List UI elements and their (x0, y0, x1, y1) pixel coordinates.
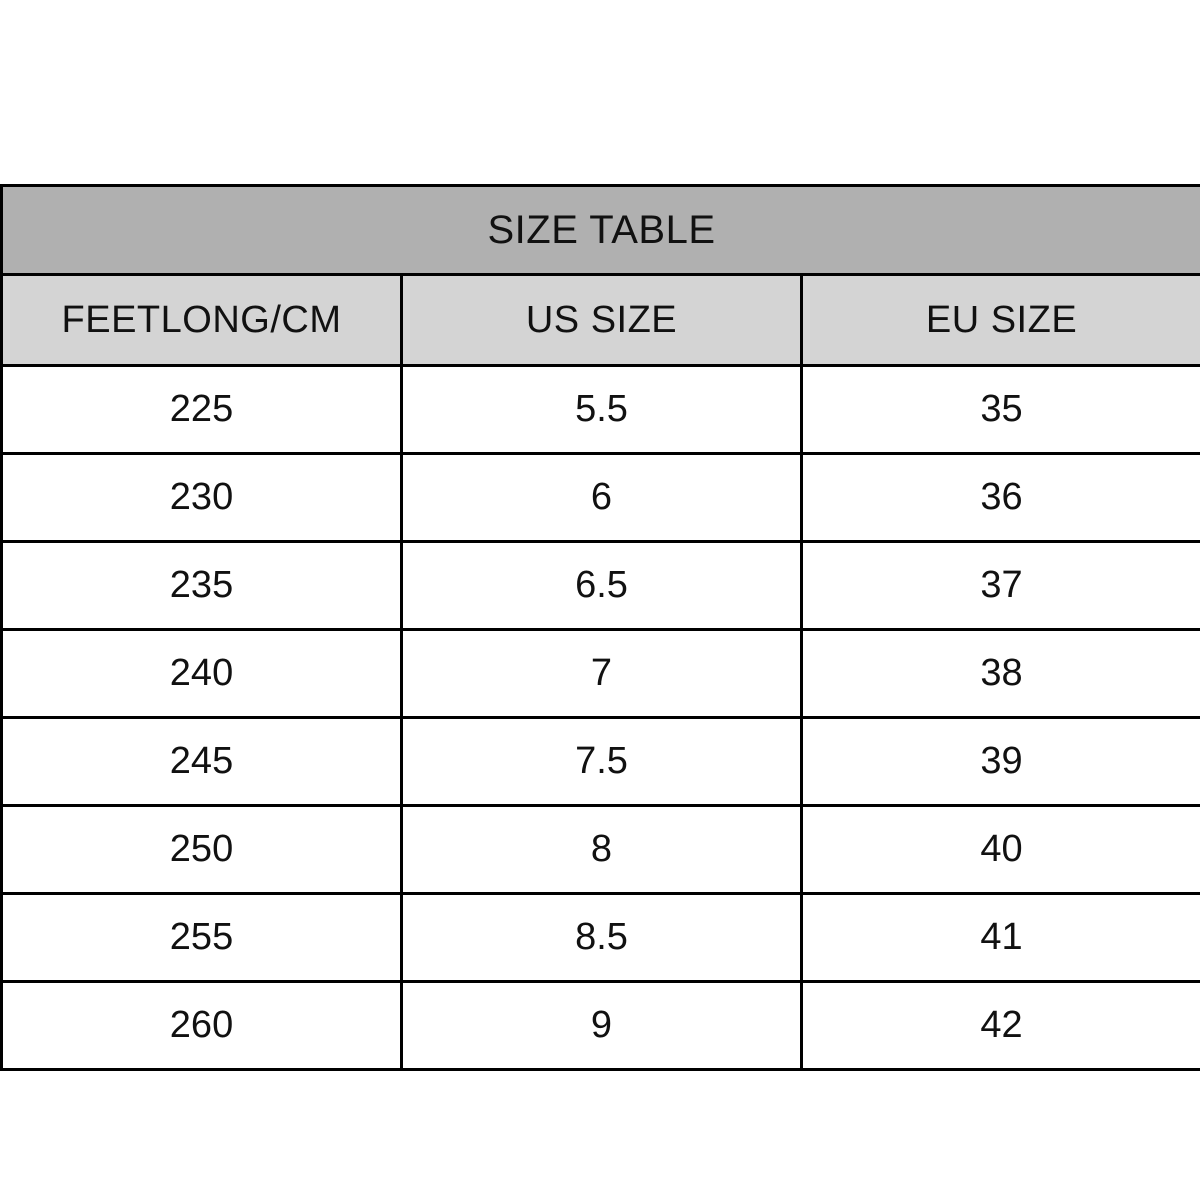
cell-feetlong: 225 (2, 366, 402, 454)
cell-eu-size: 40 (802, 806, 1200, 894)
cell-feetlong: 230 (2, 454, 402, 542)
cell-us-size: 8.5 (402, 894, 802, 982)
table-title-row (2, 186, 1200, 275)
table-row (2, 982, 1200, 1070)
cell-feetlong: 255 (2, 894, 402, 982)
cell-eu-size: 37 (802, 542, 1200, 630)
cell-eu-size: 35 (802, 366, 1200, 454)
cell-feetlong: 245 (2, 718, 402, 806)
cell-feetlong: 250 (2, 806, 402, 894)
cell-us-size: 9 (402, 982, 802, 1070)
column-header-us-size: US SIZE (402, 275, 802, 366)
table-row (2, 806, 1200, 894)
table-row (2, 894, 1200, 982)
cell-feetlong: 235 (2, 542, 402, 630)
table-row (2, 542, 1200, 630)
cell-us-size: 8 (402, 806, 802, 894)
table-row (2, 630, 1200, 718)
cell-eu-size: 41 (802, 894, 1200, 982)
table-row (2, 454, 1200, 542)
column-header-eu-size: EU SIZE (802, 275, 1200, 366)
cell-feetlong: 260 (2, 982, 402, 1070)
cell-eu-size: 39 (802, 718, 1200, 806)
table-row (2, 718, 1200, 806)
cell-eu-size: 42 (802, 982, 1200, 1070)
table-title: SIZE TABLE (2, 186, 1200, 275)
size-table-container (0, 184, 1200, 1071)
cell-us-size: 5.5 (402, 366, 802, 454)
table-row (2, 366, 1200, 454)
table-header-row (2, 275, 1200, 366)
cell-us-size: 7 (402, 630, 802, 718)
cell-us-size: 6.5 (402, 542, 802, 630)
cell-eu-size: 36 (802, 454, 1200, 542)
cell-us-size: 6 (402, 454, 802, 542)
cell-feetlong: 240 (2, 630, 402, 718)
cell-us-size: 7.5 (402, 718, 802, 806)
column-header-feetlong: FEETLONG/CM (2, 275, 402, 366)
cell-eu-size: 38 (802, 630, 1200, 718)
size-table (0, 184, 1200, 1071)
